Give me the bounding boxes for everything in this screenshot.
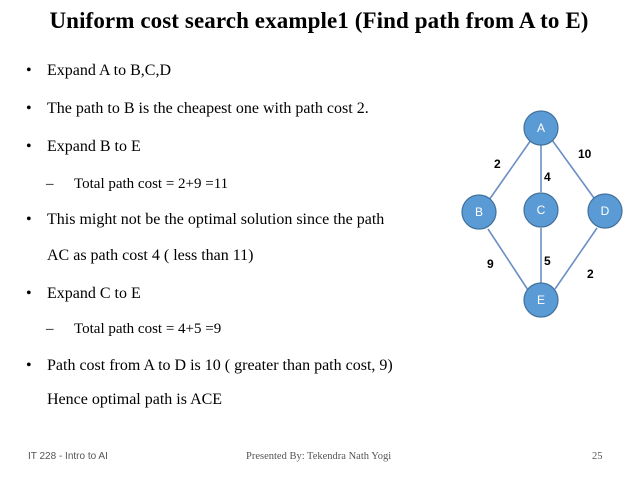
edge-d-e-cost: 2 (587, 267, 594, 281)
bullet-marker: • (26, 62, 32, 79)
node-c (524, 193, 558, 227)
bullet-marker: • (26, 357, 32, 374)
sub-bullet-marker: – (46, 176, 54, 192)
bullet-marker: • (26, 100, 32, 117)
bullet-marker: • (26, 285, 32, 302)
edge-b-e (488, 229, 528, 290)
bullet-item: Path cost from A to D is 10 ( greater than path cost, 9) (47, 357, 393, 374)
sub-bullet-marker: – (46, 321, 54, 337)
bullet-item: Expand A to B,C,D (47, 62, 172, 79)
bullet-item: Expand C to E (47, 285, 141, 302)
bullet-item: The path to B is the cheapest one with path cost 2. (47, 100, 369, 117)
node-d (588, 194, 622, 228)
edge-a-b-cost: 2 (494, 157, 501, 171)
sub-bullet-item: Total path cost = 2+9 =11 (74, 176, 229, 192)
sub-bullet-item: Total path cost = 4+5 =9 (74, 321, 222, 337)
bullet-item: Expand B to E (47, 138, 141, 155)
edge-a-c-cost: 4 (544, 170, 551, 184)
edge-c-e-cost: 5 (544, 254, 551, 268)
bullet-continuation: AC as path cost 4 ( less than 11) (47, 247, 254, 264)
edge-a-d-cost: 10 (578, 147, 592, 161)
node-e-label: E (536, 293, 546, 307)
edge-b-e-cost: 9 (487, 257, 494, 271)
slide-title: Uniform cost search example1 (Find path from A to E) (49, 8, 589, 33)
node-d-label: D (600, 204, 610, 218)
node-e (524, 283, 558, 317)
node-a-label: A (536, 121, 546, 135)
footer-presenter: Presented By: Tekendra Nath Yogi (246, 451, 392, 462)
footer-course: IT 228 - Intro to AI (28, 451, 108, 462)
bullet-item: This might not be the optimal solution since the path (47, 211, 385, 228)
bullet-marker: • (26, 138, 32, 155)
node-c-label: C (536, 203, 546, 217)
bullet-marker: • (26, 211, 32, 228)
node-b-label: B (474, 205, 484, 219)
node-b (462, 195, 496, 229)
footer-page-number: 25 (592, 451, 603, 462)
node-a (524, 111, 558, 145)
graph-nodes (462, 111, 622, 317)
bullet-continuation: Hence optimal path is ACE (47, 391, 223, 408)
